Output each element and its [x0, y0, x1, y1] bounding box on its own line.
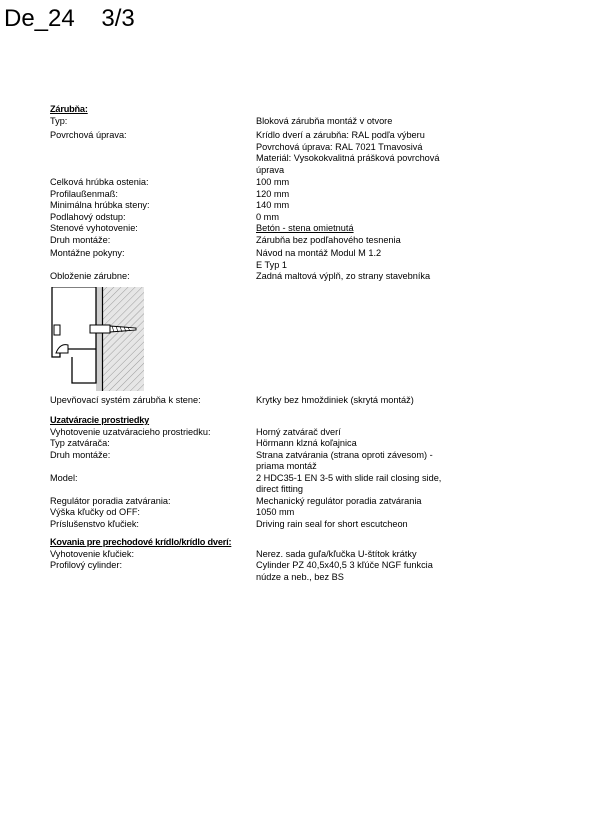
frame-profile: [52, 287, 96, 357]
spec-value: Hörmann klzná koľajnica: [256, 438, 357, 448]
frame-rebate: [54, 325, 60, 335]
spec-value: 120 mm: [256, 188, 290, 199]
spec-value: 1050 mm: [256, 507, 295, 517]
section-title-closing: Uzatváracie prostriedky: [50, 415, 150, 425]
spec-row-handle-height: [50, 507, 570, 519]
spec-value: Krídlo dverí a zárubňa: RAL podľa výberu Povrchová úprava: RAL 7021 Tmavosivá Materiál: Vysokokvalitná prášková povrchová úprava: [256, 130, 440, 175]
spec-row-handle-set: [50, 549, 570, 561]
spec-row-closer-type: [50, 438, 570, 450]
wall-hatch: [102, 287, 144, 391]
spec-row-surface: [50, 130, 570, 176]
spec-value: Betón - stena omietnutá: [256, 223, 354, 233]
spec-row-cylinder: [50, 560, 570, 583]
document-id: De_24: [4, 5, 75, 32]
spec-label: Profilový cylinder:: [50, 560, 122, 570]
spec-label: Typ zatvárača:: [50, 438, 110, 448]
spec-row-closer-version: [50, 427, 570, 439]
spec-label: Profilaußenmaß:: [50, 188, 118, 199]
spec-value: Bloková zárubňa montáž v otvore: [256, 115, 393, 126]
page-header: [4, 2, 135, 36]
spec-row-instructions: [50, 248, 570, 271]
section-title-hardware: Kovania pre prechodové krídlo/krídlo dverí:: [50, 537, 232, 547]
spec-row-depth: [50, 177, 570, 189]
page-number: 3/3: [101, 5, 135, 32]
spec-label: Druh montáže:: [50, 234, 111, 245]
spec-row-wall-type: [50, 223, 570, 235]
spec-row-wall-min: [50, 200, 570, 212]
spec-value: 100 mm: [256, 177, 290, 187]
spec-row-profile: [50, 189, 570, 201]
spec-row-sequence: [50, 496, 570, 508]
spec-label: Povrchová úprava:: [50, 130, 127, 140]
spec-label: Regulátor poradia zatvárania:: [50, 495, 171, 506]
spec-label: Celková hrúbka ostenia:: [50, 177, 149, 187]
spec-row-cladding: [50, 271, 570, 283]
spec-row-mounting: [50, 235, 570, 247]
spec-value: Mechanický regulátor poradia zatvárania: [256, 495, 422, 506]
spec-label: Typ:: [50, 115, 68, 126]
spec-row-floor-gap: [50, 212, 570, 224]
spec-label: Upevňovací systém zárubňa k stene:: [50, 394, 201, 405]
spec-row-handle-accessory: [50, 519, 570, 531]
spec-row-closer-mounting: [50, 450, 570, 473]
frame-section-drawing: [50, 287, 570, 391]
frame-wall-section-illustration: [50, 287, 150, 391]
spec-value: Zárubňa bez podľahového tesnenia: [256, 234, 401, 245]
spec-label: Model:: [50, 472, 78, 483]
spec-row-type: [50, 116, 570, 128]
spec-value: Krytky bez hmoždiniek (skrytá montáž): [256, 394, 414, 405]
anchor-plug: [90, 325, 110, 333]
spec-value: 2 HDC35-1 EN 3-5 with slide rail closing side, direct fitting: [256, 472, 442, 494]
spec-label: Stenové vyhotovenie:: [50, 223, 138, 233]
spec-value: Horný zatvárač dverí: [256, 426, 341, 437]
spec-value: 140 mm: [256, 200, 290, 210]
spec-content: [50, 104, 570, 583]
spec-value: Cylinder PZ 40,5x40,5 3 kľúče NGF funkcia núdze a neb., bez BS: [256, 560, 433, 582]
spec-value: Návod na montáž Modul M 1.2 E Typ 1: [256, 248, 382, 270]
spec-label: Výška kľučky od OFF:: [50, 507, 140, 517]
spec-row-fixing: [50, 395, 570, 407]
spec-value: Driving rain seal for short escutcheon: [256, 518, 408, 529]
spec-label: Vyhotovenie kľučiek:: [50, 548, 135, 559]
section-title-frame: Zárubňa:: [50, 104, 88, 114]
spec-label: Minimálna hrúbka steny:: [50, 200, 150, 210]
spec-value: Strana zatvárania (strana oproti závesom) - priama montáž: [256, 449, 433, 471]
door-seal: [56, 344, 68, 352]
spec-label: Obloženie zárubne:: [50, 271, 130, 281]
spec-label: Vyhotovenie uzatváracieho prostriedku:: [50, 426, 211, 437]
spec-value: Zadná maltová výplň, zo strany stavebníka: [256, 271, 431, 281]
spec-label: Montážne pokyny:: [50, 248, 125, 258]
spec-value: 0 mm: [256, 211, 279, 222]
spec-row-model: [50, 473, 570, 496]
spec-label: Podlahový odstup:: [50, 211, 126, 222]
spec-label: Druh montáže:: [50, 449, 111, 460]
spec-label: Príslušenstvo kľučiek:: [50, 518, 139, 529]
spec-value: Nerez. sada guľa/kľučka U-štítok krátky: [256, 548, 417, 559]
